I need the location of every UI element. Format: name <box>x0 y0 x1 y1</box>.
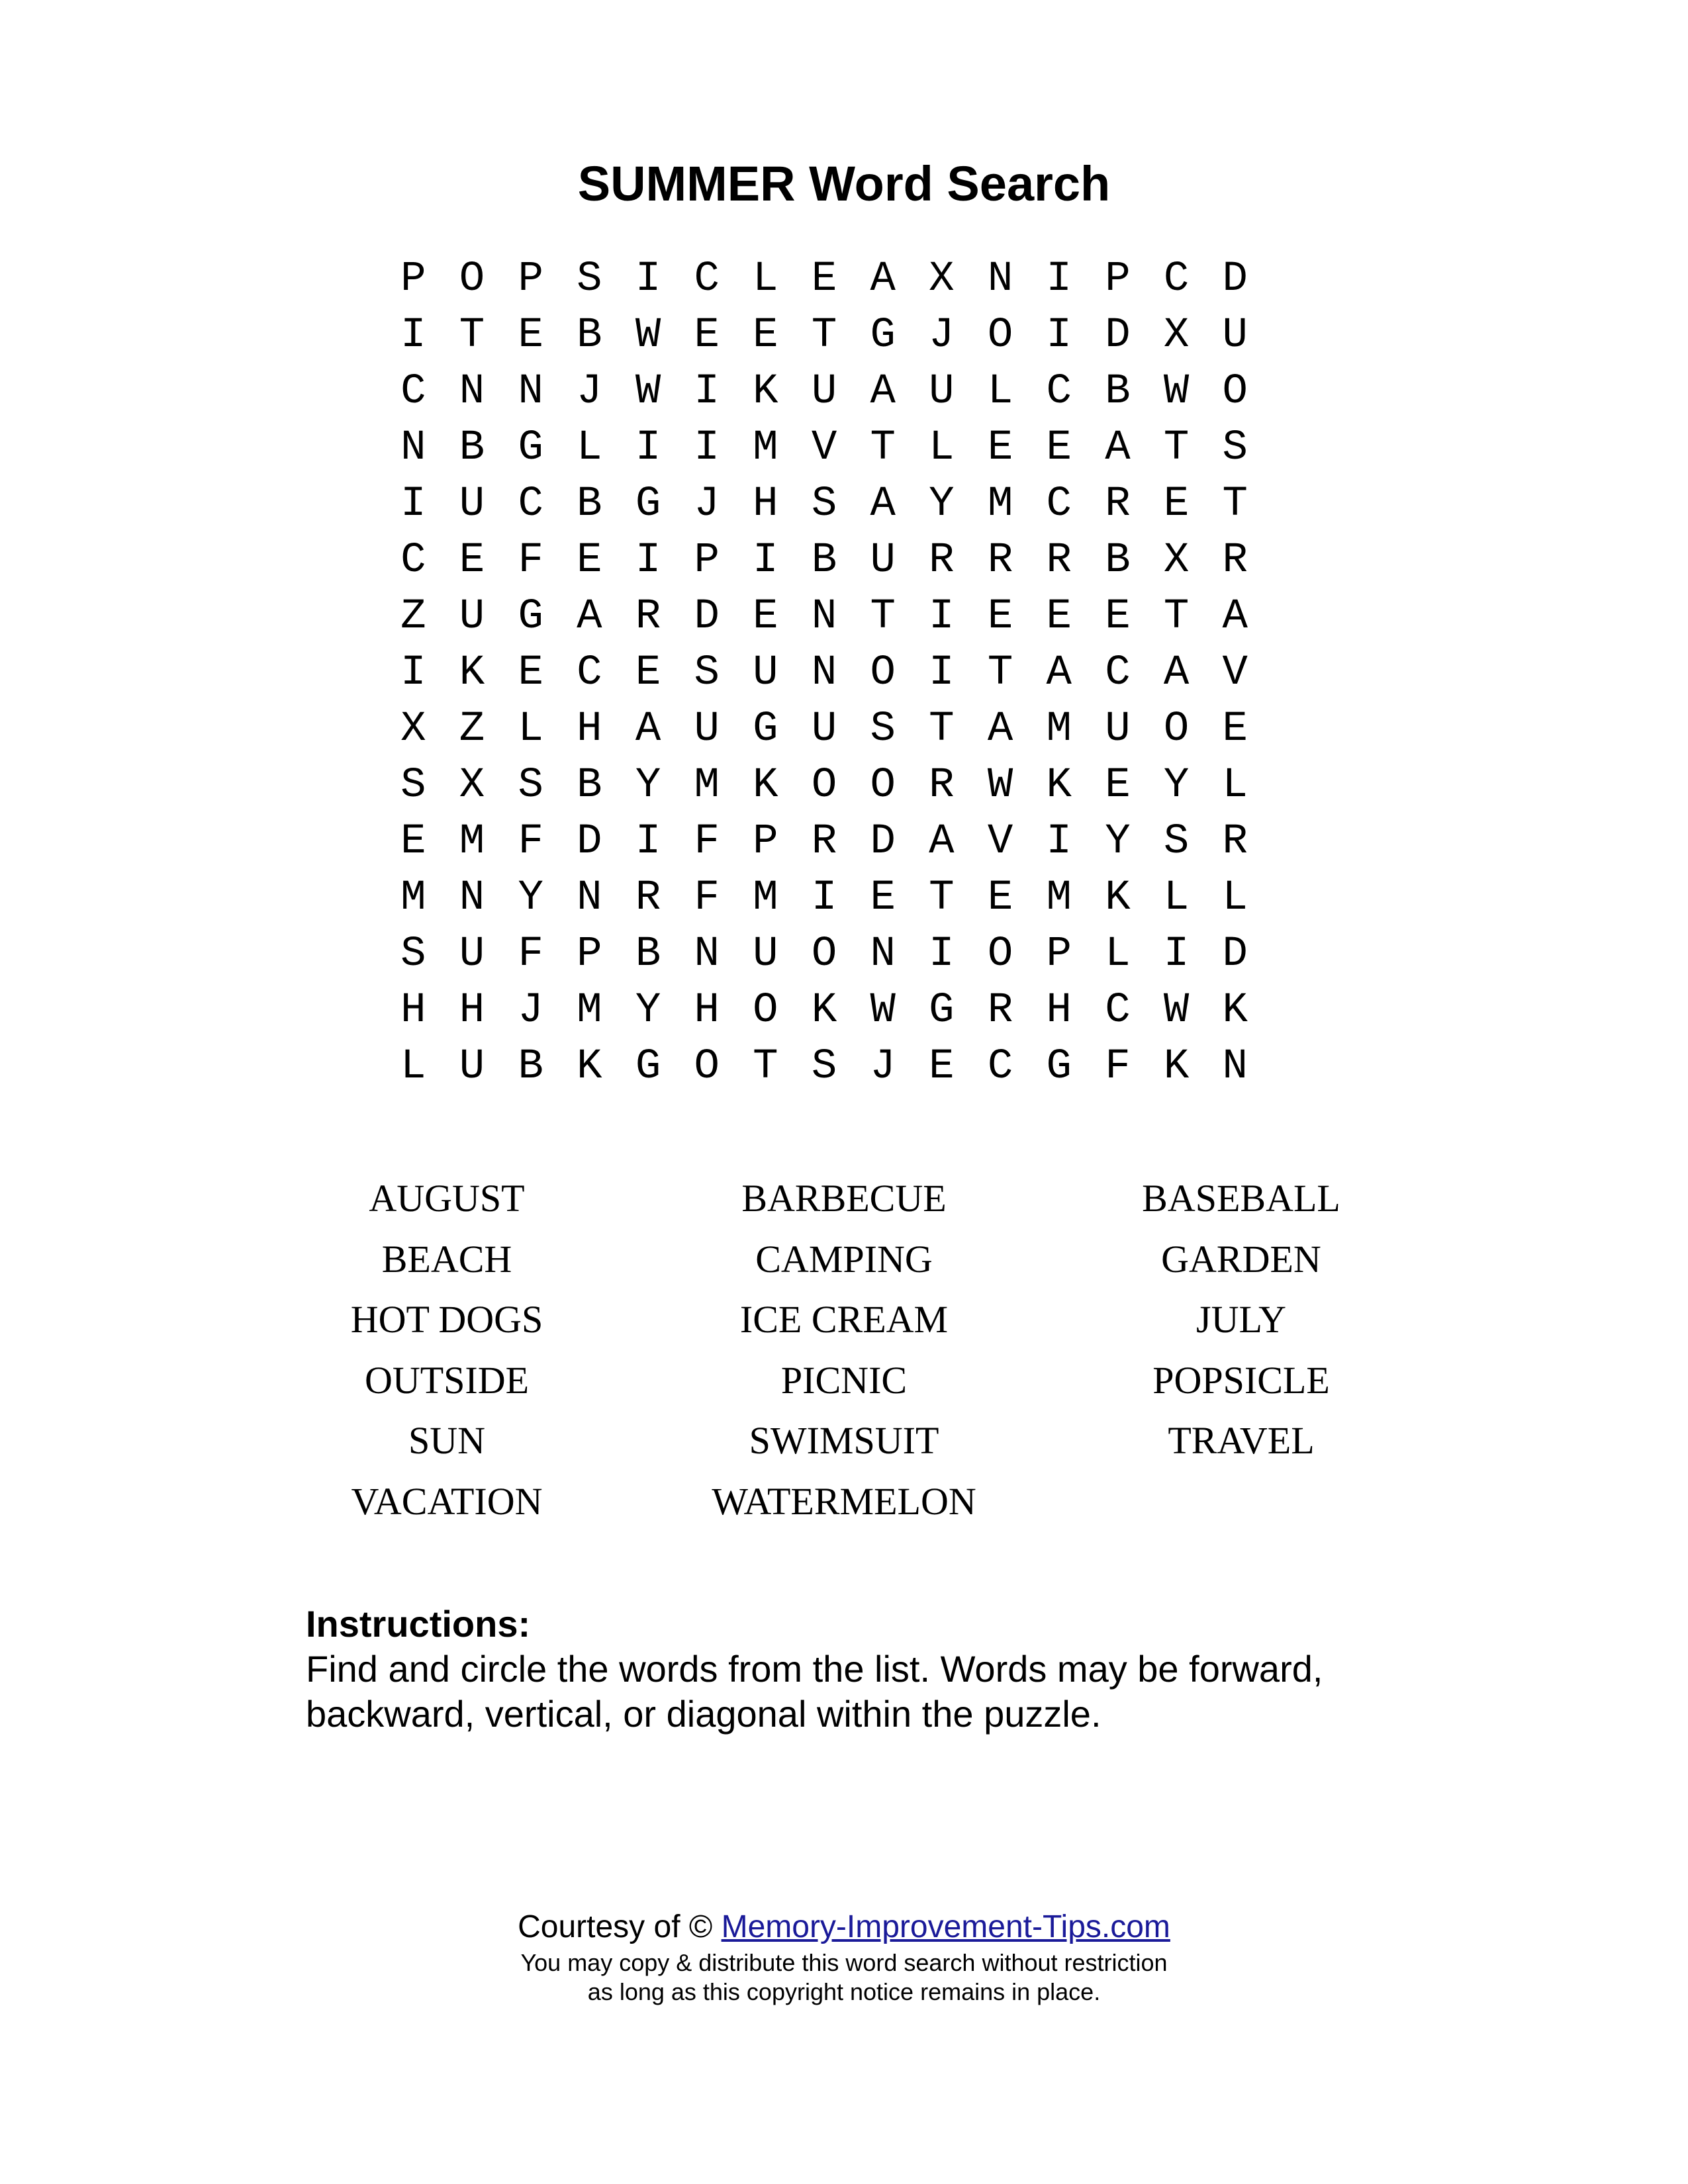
grid-letter[interactable]: P <box>753 818 778 866</box>
grid-letter[interactable]: E <box>753 593 778 641</box>
word-list-item: AUGUST <box>369 1177 525 1220</box>
grid-row <box>384 589 1264 645</box>
grid-letter[interactable]: V <box>987 818 1013 866</box>
letter-grid <box>384 251 1264 1112</box>
grid-letter[interactable]: W <box>987 762 1013 809</box>
grid-letter[interactable]: U <box>811 368 837 416</box>
grid-letter[interactable]: U <box>459 480 485 528</box>
grid-letter[interactable]: U <box>694 705 720 753</box>
grid-letter[interactable]: F <box>694 818 720 866</box>
grid-letter[interactable]: G <box>753 705 778 753</box>
grid-letter[interactable]: D <box>870 818 896 866</box>
grid-letter[interactable]: A <box>987 705 1013 753</box>
grid-letter[interactable]: T <box>811 312 837 359</box>
grid-letter[interactable]: P <box>518 255 543 303</box>
grid-row <box>384 870 1264 927</box>
grid-letter[interactable]: D <box>1222 255 1248 303</box>
grid-letter[interactable]: E <box>1163 480 1190 528</box>
grid-letter[interactable]: U <box>1222 312 1248 359</box>
grid-letter[interactable]: A <box>577 593 602 641</box>
grid-letter[interactable]: R <box>1222 818 1248 866</box>
grid-letter[interactable]: S <box>1163 818 1190 866</box>
grid-letter[interactable]: S <box>811 1043 837 1091</box>
grid-row <box>384 645 1264 702</box>
grid-letter[interactable]: I <box>694 424 720 472</box>
grid-letter[interactable]: H <box>753 480 778 528</box>
word-list-item: POPSICLE <box>1152 1358 1330 1402</box>
grid-letter[interactable]: L <box>518 705 543 753</box>
word-row <box>0 1289 1688 1350</box>
word-list-item: GARDEN <box>1161 1237 1321 1281</box>
grid-letter[interactable]: O <box>987 931 1013 978</box>
grid-letter[interactable]: R <box>929 537 955 584</box>
grid-letter[interactable]: C <box>400 368 426 416</box>
grid-letter[interactable]: H <box>459 987 485 1034</box>
grid-letter[interactable]: C <box>577 649 602 697</box>
grid-letter[interactable]: B <box>577 312 602 359</box>
grid-letter[interactable]: A <box>1163 649 1190 697</box>
grid-letter[interactable]: A <box>1046 649 1072 697</box>
grid-letter[interactable]: G <box>518 424 543 472</box>
grid-letter[interactable]: N <box>870 931 896 978</box>
grid-letter[interactable]: R <box>987 987 1013 1034</box>
grid-letter[interactable]: L <box>1105 931 1131 978</box>
grid-letter[interactable]: X <box>1163 312 1190 359</box>
grid-letter[interactable]: I <box>1046 818 1072 866</box>
word-list-item: SUN <box>408 1419 486 1462</box>
grid-letter[interactable]: I <box>1046 255 1072 303</box>
grid-letter[interactable]: F <box>1105 1043 1131 1091</box>
word-list-item: TRAVEL <box>1168 1419 1315 1462</box>
grid-letter[interactable]: U <box>753 649 778 697</box>
grid-letter[interactable]: P <box>400 255 426 303</box>
instructions-heading: Instructions: <box>306 1603 531 1645</box>
grid-letter[interactable]: I <box>400 312 426 359</box>
grid-letter[interactable]: E <box>753 312 778 359</box>
grid-letter[interactable]: S <box>870 705 896 753</box>
grid-letter[interactable]: T <box>987 649 1013 697</box>
grid-letter[interactable]: E <box>400 818 426 866</box>
grid-letter[interactable]: U <box>459 1043 485 1091</box>
grid-letter[interactable]: G <box>1046 1043 1072 1091</box>
grid-letter[interactable]: Z <box>459 705 485 753</box>
word-list-item: BEACH <box>381 1237 512 1281</box>
grid-letter[interactable]: W <box>635 368 661 416</box>
grid-letter[interactable]: S <box>694 649 720 697</box>
grid-letter[interactable]: N <box>400 424 426 472</box>
grid-letter[interactable]: I <box>929 931 955 978</box>
grid-letter[interactable]: B <box>1105 368 1131 416</box>
grid-letter[interactable]: O <box>753 987 778 1034</box>
grid-letter[interactable]: F <box>518 931 543 978</box>
grid-letter[interactable]: A <box>1105 424 1131 472</box>
grid-letter[interactable]: L <box>400 1043 426 1091</box>
grid-letter[interactable]: U <box>929 368 955 416</box>
grid-letter[interactable]: C <box>694 255 720 303</box>
grid-letter[interactable]: Y <box>635 762 661 809</box>
word-row <box>0 1350 1688 1411</box>
grid-letter[interactable]: T <box>870 593 896 641</box>
grid-letter[interactable]: I <box>400 480 426 528</box>
grid-letter[interactable]: O <box>870 649 896 697</box>
grid-letter[interactable]: F <box>694 874 720 922</box>
grid-letter[interactable]: H <box>694 987 720 1034</box>
grid-letter[interactable]: O <box>987 312 1013 359</box>
grid-letter[interactable]: A <box>870 255 896 303</box>
grid-letter[interactable]: N <box>518 368 543 416</box>
grid-letter[interactable]: X <box>1163 537 1190 584</box>
grid-letter[interactable]: T <box>459 312 485 359</box>
grid-letter[interactable]: E <box>694 312 720 359</box>
grid-letter[interactable]: X <box>929 255 955 303</box>
grid-letter[interactable]: I <box>635 537 661 584</box>
grid-letter[interactable]: L <box>753 255 778 303</box>
grid-letter[interactable]: T <box>870 424 896 472</box>
grid-letter[interactable]: M <box>987 480 1013 528</box>
grid-letter[interactable]: N <box>694 931 720 978</box>
grid-letter[interactable]: H <box>400 987 426 1034</box>
grid-letter[interactable]: I <box>1046 312 1072 359</box>
grid-letter[interactable]: N <box>811 649 837 697</box>
grid-letter[interactable]: E <box>1105 593 1131 641</box>
grid-letter[interactable]: C <box>1105 987 1131 1034</box>
word-list-item: JULY <box>1196 1298 1286 1341</box>
word-row <box>0 1168 1688 1229</box>
grid-letter[interactable]: C <box>1105 649 1131 697</box>
grid-letter[interactable]: O <box>811 931 837 978</box>
grid-letter[interactable]: M <box>1046 874 1072 922</box>
grid-letter[interactable]: L <box>929 424 955 472</box>
grid-letter[interactable]: U <box>753 931 778 978</box>
word-list-item: OUTSIDE <box>364 1358 530 1402</box>
grid-letter[interactable]: U <box>870 537 896 584</box>
grid-letter[interactable]: C <box>518 480 543 528</box>
grid-letter[interactable]: M <box>1046 705 1072 753</box>
grid-letter[interactable]: O <box>1222 368 1248 416</box>
grid-letter[interactable]: E <box>1046 593 1072 641</box>
word-row <box>0 1471 1688 1532</box>
grid-letter[interactable]: C <box>1163 255 1190 303</box>
grid-letter[interactable]: J <box>518 987 543 1034</box>
grid-letter[interactable]: S <box>518 762 543 809</box>
grid-letter[interactable]: K <box>1163 1043 1190 1091</box>
grid-letter[interactable]: S <box>811 480 837 528</box>
grid-letter[interactable]: L <box>1222 874 1248 922</box>
grid-letter[interactable]: B <box>518 1043 543 1091</box>
grid-letter[interactable]: W <box>635 312 661 359</box>
grid-letter[interactable]: N <box>1222 1043 1248 1091</box>
grid-letter[interactable]: C <box>987 1043 1013 1091</box>
word-list-item: BASEBALL <box>1142 1177 1340 1220</box>
grid-letter[interactable]: J <box>694 480 720 528</box>
grid-letter[interactable]: F <box>518 537 543 584</box>
grid-letter[interactable]: Y <box>635 987 661 1034</box>
grid-letter[interactable]: B <box>1105 537 1131 584</box>
grid-letter[interactable]: S <box>400 762 426 809</box>
grid-letter[interactable]: E <box>635 649 661 697</box>
grid-letter[interactable]: K <box>811 987 837 1034</box>
grid-letter[interactable]: R <box>1046 537 1072 584</box>
grid-letter[interactable]: E <box>1046 424 1072 472</box>
grid-letter[interactable]: E <box>518 312 543 359</box>
grid-letter[interactable]: I <box>635 818 661 866</box>
grid-letter[interactable]: E <box>518 649 543 697</box>
grid-letter[interactable]: B <box>811 537 837 584</box>
grid-row <box>384 927 1264 983</box>
instructions-line-2: backward, vertical, or diagonal within the puzzle. <box>306 1693 1102 1735</box>
grid-letter[interactable]: I <box>929 649 955 697</box>
grid-letter[interactable]: S <box>577 255 602 303</box>
grid-letter[interactable]: H <box>577 705 602 753</box>
word-list-item: WATERMELON <box>712 1479 976 1523</box>
grid-letter[interactable]: K <box>459 649 485 697</box>
grid-letter[interactable]: M <box>753 424 778 472</box>
grid-row <box>384 758 1264 814</box>
grid-letter[interactable]: C <box>1046 368 1072 416</box>
grid-letter[interactable]: T <box>1222 480 1248 528</box>
word-list-item: VACATION <box>351 1479 543 1523</box>
grid-letter[interactable]: K <box>753 762 778 809</box>
grid-letter[interactable]: H <box>1046 987 1072 1034</box>
grid-letter[interactable]: G <box>518 593 543 641</box>
grid-letter[interactable]: E <box>987 874 1013 922</box>
grid-letter[interactable]: R <box>1105 480 1131 528</box>
grid-letter[interactable]: I <box>753 537 778 584</box>
word-list-item: ICE CREAM <box>739 1298 949 1341</box>
grid-letter[interactable]: N <box>811 593 837 641</box>
grid-letter[interactable]: J <box>929 312 955 359</box>
grid-letter[interactable]: T <box>929 874 955 922</box>
copyright-notice-line-2: as long as this copyright notice remains in place. <box>587 1978 1101 2005</box>
grid-row <box>384 420 1264 477</box>
grid-letter[interactable]: K <box>1046 762 1072 809</box>
grid-letter[interactable]: R <box>811 818 837 866</box>
grid-letter[interactable]: D <box>1105 312 1131 359</box>
grid-letter[interactable]: U <box>811 705 837 753</box>
grid-letter[interactable]: B <box>577 480 602 528</box>
grid-letter[interactable]: T <box>1163 593 1190 641</box>
grid-letter[interactable]: W <box>870 987 896 1034</box>
grid-letter[interactable]: I <box>1163 931 1190 978</box>
word-row <box>0 1410 1688 1471</box>
grid-letter[interactable]: P <box>1105 255 1131 303</box>
grid-letter[interactable]: E <box>811 255 837 303</box>
grid-letter[interactable]: G <box>635 480 661 528</box>
grid-letter[interactable]: G <box>929 987 955 1034</box>
grid-letter[interactable]: E <box>459 537 485 584</box>
grid-letter[interactable]: L <box>1163 874 1190 922</box>
grid-letter[interactable]: O <box>459 255 485 303</box>
grid-letter[interactable]: X <box>459 762 485 809</box>
grid-letter[interactable]: M <box>753 874 778 922</box>
grid-letter[interactable]: J <box>870 1043 896 1091</box>
website-link[interactable]: Memory-Improvement-Tips.com <box>721 1909 1170 1944</box>
grid-letter[interactable]: Y <box>1105 818 1131 866</box>
grid-letter[interactable]: O <box>870 762 896 809</box>
grid-letter[interactable]: B <box>635 931 661 978</box>
grid-letter[interactable]: M <box>577 987 602 1034</box>
grid-letter[interactable]: E <box>577 537 602 584</box>
grid-letter[interactable]: U <box>1105 705 1131 753</box>
grid-letter[interactable]: I <box>400 649 426 697</box>
grid-letter[interactable]: M <box>400 874 426 922</box>
grid-letter[interactable]: Y <box>1163 762 1190 809</box>
grid-letter[interactable]: K <box>1105 874 1131 922</box>
grid-letter[interactable]: K <box>577 1043 602 1091</box>
grid-letter[interactable]: N <box>577 874 602 922</box>
grid-letter[interactable]: A <box>1222 593 1248 641</box>
grid-letter[interactable]: D <box>694 593 720 641</box>
word-list-item: CAMPING <box>755 1237 933 1281</box>
grid-letter[interactable]: R <box>929 762 955 809</box>
grid-letter[interactable]: N <box>459 368 485 416</box>
grid-letter[interactable]: J <box>577 368 602 416</box>
grid-letter[interactable]: A <box>870 480 896 528</box>
grid-letter[interactable]: R <box>635 593 661 641</box>
grid-letter[interactable]: C <box>1046 480 1072 528</box>
grid-letter[interactable]: G <box>635 1043 661 1091</box>
grid-letter[interactable]: T <box>929 705 955 753</box>
grid-letter[interactable]: I <box>929 593 955 641</box>
grid-letter[interactable]: X <box>400 705 426 753</box>
grid-row <box>384 533 1264 589</box>
grid-letter[interactable]: M <box>459 818 485 866</box>
grid-letter[interactable]: C <box>400 537 426 584</box>
word-list-item: HOT DOGS <box>350 1298 543 1341</box>
footer <box>0 1906 1688 2007</box>
grid-letter[interactable]: Y <box>518 874 543 922</box>
grid-row <box>384 251 1264 308</box>
grid-letter[interactable]: L <box>987 368 1013 416</box>
grid-letter[interactable]: U <box>459 931 485 978</box>
grid-letter[interactable]: D <box>577 818 602 866</box>
grid-letter[interactable]: Z <box>400 593 426 641</box>
grid-row <box>384 1039 1264 1095</box>
copyright-notice-line-1: You may copy & distribute this word search without restriction <box>520 1949 1168 1976</box>
grid-letter[interactable]: R <box>635 874 661 922</box>
grid-letter[interactable]: A <box>929 818 955 866</box>
grid-letter[interactable]: T <box>753 1043 778 1091</box>
grid-letter[interactable]: E <box>1105 762 1131 809</box>
grid-letter[interactable]: T <box>1163 424 1190 472</box>
page-title: SUMMER Word Search <box>577 156 1111 211</box>
grid-letter[interactable]: B <box>459 424 485 472</box>
grid-letter[interactable]: E <box>870 874 896 922</box>
grid-letter[interactable]: W <box>1163 368 1190 416</box>
grid-letter[interactable]: P <box>1046 931 1072 978</box>
courtesy-prefix: Courtesy of © <box>518 1909 713 1944</box>
grid-letter[interactable]: V <box>811 424 837 472</box>
grid-row <box>384 983 1264 1039</box>
grid-letter[interactable]: I <box>635 255 661 303</box>
grid-letter[interactable]: O <box>694 1043 720 1091</box>
courtesy-line <box>0 1906 1688 1948</box>
grid-letter[interactable]: E <box>929 1043 955 1091</box>
grid-letter[interactable]: I <box>811 874 837 922</box>
grid-letter[interactable]: D <box>1222 931 1248 978</box>
grid-letter[interactable]: A <box>635 705 661 753</box>
grid-letter[interactable]: I <box>694 368 720 416</box>
word-list <box>0 1168 1688 1531</box>
instructions <box>306 1602 1431 1737</box>
grid-letter[interactable]: E <box>987 424 1013 472</box>
word-list-item: SWIMSUIT <box>749 1419 939 1462</box>
grid-letter[interactable]: W <box>1163 987 1190 1034</box>
grid-letter[interactable]: V <box>1222 649 1248 697</box>
grid-letter[interactable]: L <box>577 424 602 472</box>
grid-letter[interactable]: N <box>459 874 485 922</box>
word-list-item: PICNIC <box>780 1358 908 1402</box>
word-list-item: BARBECUE <box>741 1177 947 1220</box>
grid-letter[interactable]: P <box>694 537 720 584</box>
word-row <box>0 1229 1688 1290</box>
grid-letter[interactable]: F <box>518 818 543 866</box>
instructions-line-1: Find and circle the words from the list. Words may be forward, <box>306 1648 1323 1690</box>
grid-row <box>384 702 1264 758</box>
grid-letter[interactable]: R <box>1222 537 1248 584</box>
grid-row <box>384 308 1264 364</box>
grid-letter[interactable]: Y <box>929 480 955 528</box>
grid-letter[interactable]: A <box>870 368 896 416</box>
grid-row <box>384 477 1264 533</box>
grid-letter[interactable]: B <box>577 762 602 809</box>
grid-letter[interactable]: N <box>987 255 1013 303</box>
grid-letter[interactable]: E <box>1222 705 1248 753</box>
grid-letter[interactable]: I <box>635 424 661 472</box>
grid-letter[interactable]: E <box>987 593 1013 641</box>
grid-letter[interactable]: K <box>753 368 778 416</box>
grid-letter[interactable]: O <box>1163 705 1190 753</box>
grid-letter[interactable]: U <box>459 593 485 641</box>
grid-letter[interactable]: O <box>811 762 837 809</box>
grid-letter[interactable]: M <box>694 762 720 809</box>
grid-row <box>384 364 1264 420</box>
grid-row <box>384 814 1264 870</box>
grid-letter[interactable]: L <box>1222 762 1248 809</box>
grid-letter[interactable]: S <box>400 931 426 978</box>
grid-letter[interactable]: R <box>987 537 1013 584</box>
grid-letter[interactable]: P <box>577 931 602 978</box>
grid-letter[interactable]: K <box>1222 987 1248 1034</box>
grid-letter[interactable]: S <box>1222 424 1248 472</box>
grid-letter[interactable]: G <box>870 312 896 359</box>
